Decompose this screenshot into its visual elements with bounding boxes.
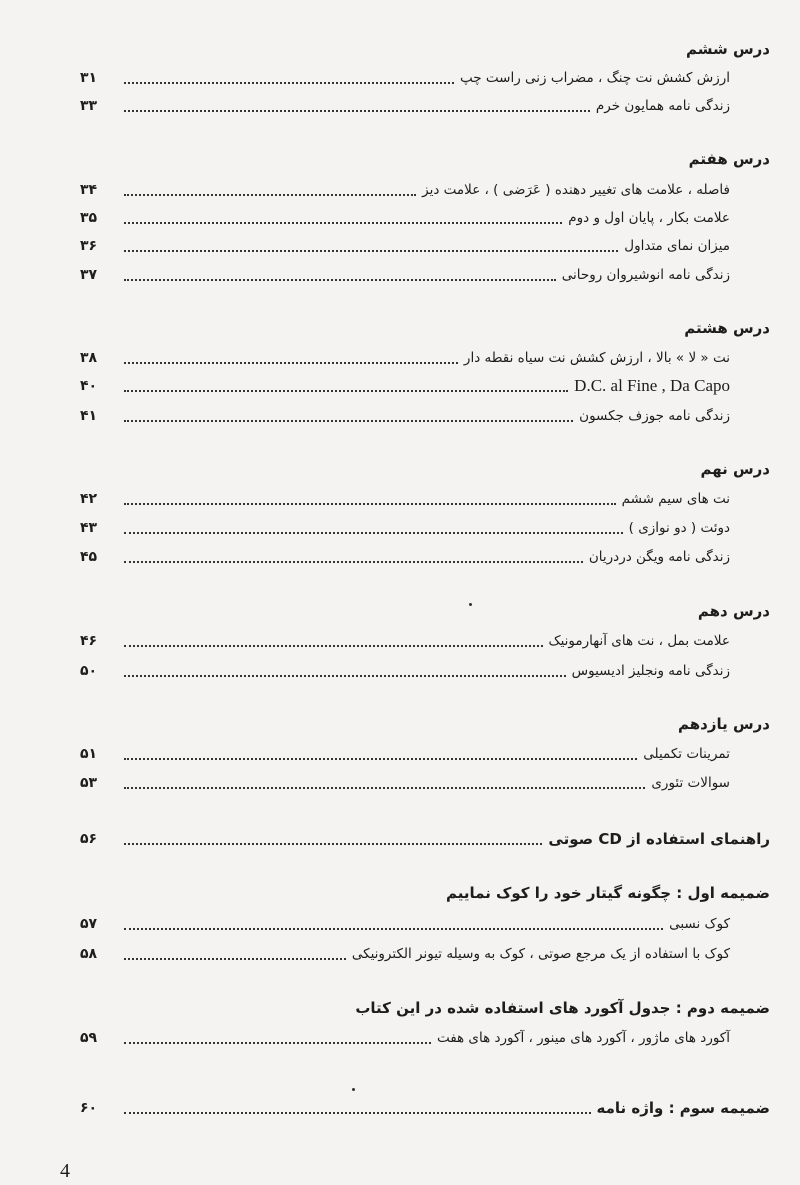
toc-entry-title: سوالات تئوری (651, 775, 730, 791)
toc-entry-title: ارزش کشش نت چنگ ، مضراب زنی راست چپ (460, 70, 730, 86)
toc-entry-page: ۵۷ (80, 916, 98, 932)
toc-entry-page: ۶۰ (80, 1100, 98, 1116)
toc-entry-appendix-3 (80, 1096, 770, 1120)
appendix-1-heading: ضمیمه اول : چگونه گیتار خود را کوک نماییم (445, 884, 770, 902)
toc-entry-page: ۵۳ (80, 775, 98, 791)
print-speck (352, 1088, 355, 1091)
toc-entry (80, 346, 730, 370)
lesson-7-heading: درس هفتم (688, 150, 770, 168)
toc-entry-title: علامت بمل ، نت های آنهارمونیک (548, 633, 730, 649)
dot-leader (124, 1111, 591, 1114)
toc-entry (80, 404, 730, 428)
toc-entry (80, 742, 730, 766)
lesson-10-heading: درس دهم (697, 602, 770, 620)
toc-entry-page: ۳۷ (80, 267, 98, 283)
toc-entry-page: ۴۲ (80, 491, 98, 507)
toc-entry-title: کوک با استفاده از یک مرجع صوتی ، کوک به وسیله تیونر الکترونیکی (351, 946, 730, 962)
lesson-11-heading: درس یازدهم (677, 715, 770, 733)
toc-entry-title: آکورد های ماژور ، آکورد های مینور ، آکورد های هفت (436, 1030, 730, 1046)
toc-entry-page: ۴۵ (80, 549, 98, 565)
toc-entry-title: زندگی نامه جوزف جکسون (579, 408, 730, 424)
dot-leader (124, 644, 543, 647)
toc-entry (80, 771, 730, 795)
dot-leader (124, 221, 562, 224)
toc-entry (80, 374, 730, 398)
toc-entry (80, 942, 730, 966)
toc-entry-title: نت های سیم ششم (621, 491, 730, 507)
toc-entry (80, 659, 730, 683)
toc-entry-title: علامت بکار ، پایان اول و دوم (568, 210, 730, 226)
dot-leader (124, 278, 556, 281)
dot-leader (124, 560, 583, 563)
toc-entry-page: ۵۱ (80, 746, 98, 762)
toc-entry-cd-guide (80, 827, 770, 851)
toc-entry (80, 487, 730, 511)
dot-leader (124, 957, 346, 960)
toc-entry-page: ۵۶ (80, 831, 98, 847)
print-speck (469, 603, 472, 606)
toc-entry-title: کوک نسبی (669, 916, 730, 932)
toc-entry-page: ۳۶ (80, 238, 98, 254)
toc-entry-title: راهنمای استفاده از CD صوتی (548, 830, 770, 848)
dot-leader (124, 361, 458, 364)
toc-entry-title: D.C. al Fine , Da Capo (574, 376, 730, 395)
dot-leader (124, 927, 663, 930)
page-number: 4 (60, 1160, 70, 1182)
toc-entry-page: ۵۰ (80, 663, 98, 679)
lesson-9-heading: درس نهم (700, 460, 770, 478)
toc-entry-title: تمرینات تکمیلی (643, 746, 730, 762)
toc-entry-title: دوئت ( دو نوازی ) (628, 520, 730, 536)
dot-leader (124, 842, 542, 845)
toc-entry-page: ۳۸ (80, 350, 98, 366)
toc-entry-page: ۴۳ (80, 520, 98, 536)
toc-entry-title: زندگی نامه همایون خرم (595, 98, 730, 114)
toc-entry (80, 234, 730, 258)
toc-entry (80, 263, 730, 287)
toc-entry-page: ۴۶ (80, 633, 98, 649)
toc-entry-title: فاصله ، علامت های تغییر دهنده ( عَرَضی ) ، علامت دیز (422, 182, 730, 198)
dot-leader (124, 193, 416, 196)
toc-entry-title: زندگی نامه ویگن دردریان (588, 549, 730, 565)
dot-leader (124, 419, 573, 422)
toc-entry-title: زندگی نامه انوشیروان روحانی (561, 267, 730, 283)
lesson-8-heading: درس هشتم (684, 319, 770, 337)
toc-entry (80, 545, 730, 569)
dot-leader (124, 674, 566, 677)
dot-leader (124, 81, 454, 84)
dot-leader (124, 249, 618, 252)
toc-entry (80, 94, 730, 118)
toc-entry (80, 1026, 730, 1050)
toc-entry-page: ۴۱ (80, 408, 98, 424)
dot-leader (124, 109, 590, 112)
toc-entry-page: ۴۰ (80, 378, 98, 394)
dot-leader (124, 786, 645, 789)
toc-entry-title: نت « لا » بالا ، ارزش کشش نت سیاه نقطه دار (463, 350, 730, 366)
toc-entry-page: ۵۹ (80, 1030, 98, 1046)
appendix-2-heading: ضمیمه دوم : جدول آکورد های استفاده شده در این کتاب (355, 999, 770, 1017)
toc-entry-page: ۳۴ (80, 182, 98, 198)
toc-entry (80, 629, 730, 653)
dot-leader (124, 1041, 431, 1044)
dot-leader (124, 389, 568, 392)
toc-entry-page: ۳۱ (80, 70, 98, 86)
toc-entry (80, 66, 730, 90)
toc-entry-page: ۳۵ (80, 210, 98, 226)
toc-entry (80, 178, 730, 202)
toc-entry-page: ۵۸ (80, 946, 98, 962)
toc-entry-title: زندگی نامه ونجلیز ادیسیوس (571, 663, 730, 679)
toc-entry-page: ۳۳ (80, 98, 98, 114)
toc-entry-title: ضمیمه سوم : واژه نامه (596, 1099, 770, 1117)
toc-entry (80, 516, 730, 540)
dot-leader (124, 757, 637, 760)
lesson-6-heading: درس ششم (685, 40, 770, 58)
dot-leader (124, 502, 616, 505)
toc-entry-title: میزان نمای متداول (624, 238, 730, 254)
toc-entry (80, 912, 730, 936)
toc-entry (80, 206, 730, 230)
dot-leader (124, 531, 623, 534)
